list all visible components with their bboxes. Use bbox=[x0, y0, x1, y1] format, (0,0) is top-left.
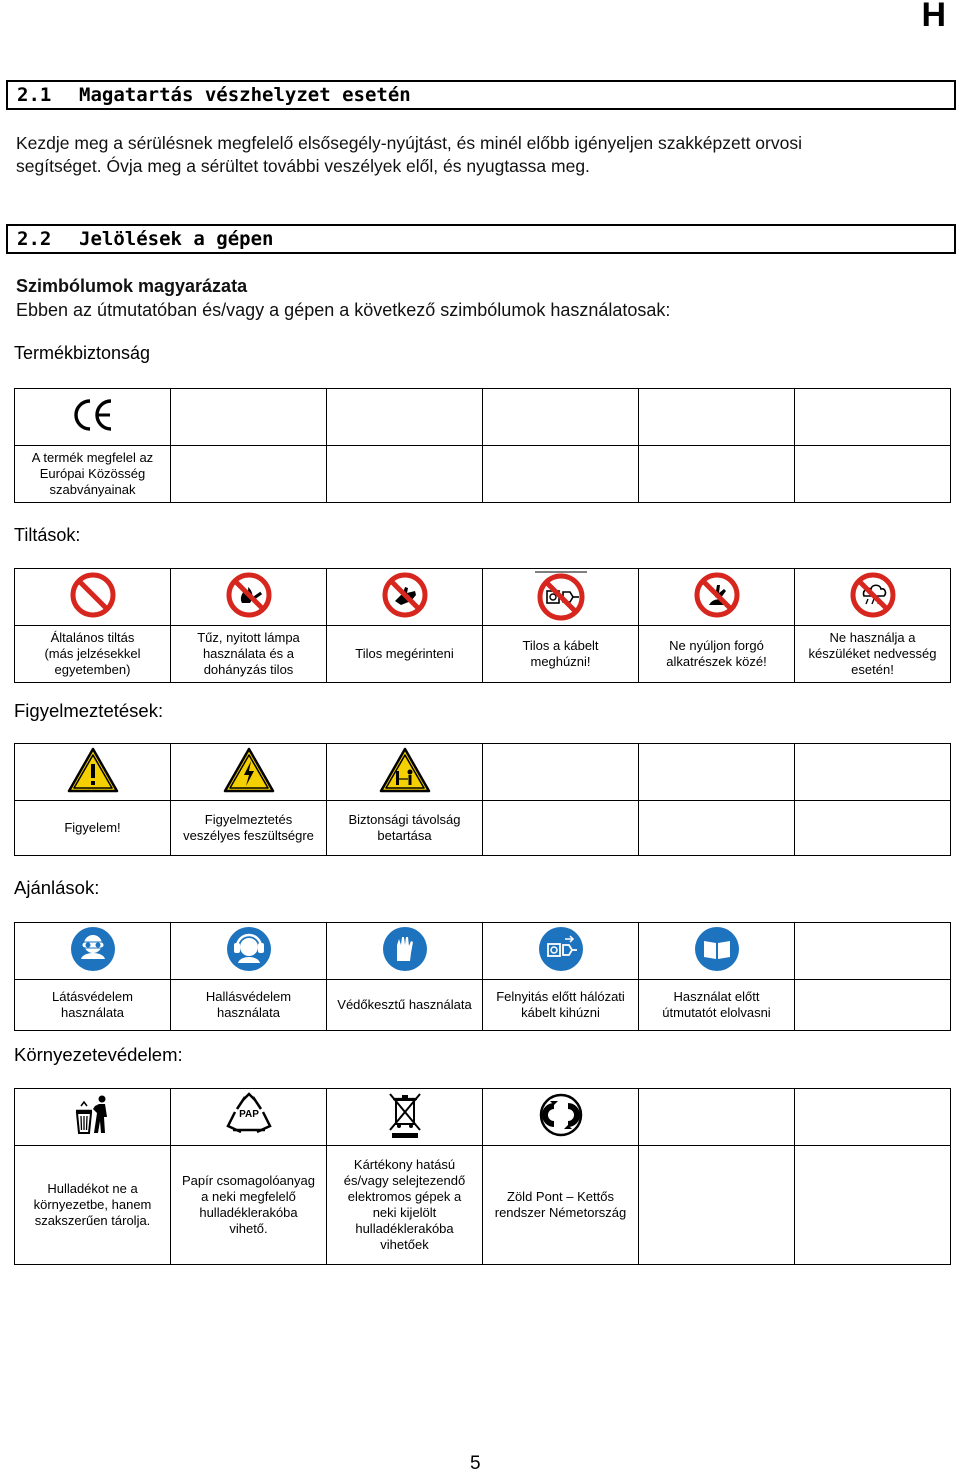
pap-recycling-icon bbox=[223, 1092, 275, 1138]
section-title: Jelölések a gépen bbox=[79, 228, 274, 250]
empty-cell bbox=[639, 801, 795, 856]
environment-heading: Környezetevédelem: bbox=[14, 1044, 183, 1065]
symbol-label: Felnyitás előtt hálózati kábelt kihúzni bbox=[483, 980, 639, 1031]
recommendations-heading: Ajánlások: bbox=[14, 877, 100, 898]
section-number: 2.1 bbox=[17, 84, 52, 106]
symbol-label: Hallásvédelem használata bbox=[171, 980, 327, 1031]
empty-cell bbox=[795, 744, 951, 801]
green-dot-icon bbox=[538, 1092, 584, 1138]
warnings-table bbox=[14, 743, 951, 856]
symbol-label: Tilos megérinteni bbox=[327, 626, 483, 683]
symbol-label: Zöld Pont – Kettős rendszer Németország bbox=[483, 1146, 639, 1265]
read-manual-icon bbox=[693, 925, 741, 973]
symbol-label: Általános tiltás (más jelzésekkel egyetemben) bbox=[15, 626, 171, 683]
symbol-cell bbox=[483, 1089, 639, 1146]
empty-cell bbox=[795, 446, 951, 503]
ce-mark-icon bbox=[69, 395, 117, 435]
symbol-cell bbox=[15, 569, 171, 626]
symbol-label: Ne használja a készüléket nedvesség esetén! bbox=[795, 626, 951, 683]
general-prohibition-icon bbox=[69, 571, 117, 619]
empty-cell bbox=[795, 389, 951, 446]
product-safety-heading: Termékbiztonság bbox=[14, 343, 151, 363]
symbol-cell bbox=[483, 569, 639, 626]
dispose-properly-icon bbox=[71, 1093, 115, 1137]
symbol-label: Hulladékot ne a környezetbe, hanem szakszerűen tárolja. bbox=[15, 1146, 171, 1265]
empty-cell bbox=[483, 446, 639, 503]
empty-cell bbox=[639, 446, 795, 503]
eye-protection-icon bbox=[69, 925, 117, 973]
page-number: 5 bbox=[470, 1453, 481, 1474]
general-warning-icon bbox=[67, 746, 119, 794]
symbol-label: Figyelmeztetés veszélyes feszültségre bbox=[171, 801, 327, 856]
symbol-cell bbox=[327, 923, 483, 980]
recommendations-table bbox=[14, 922, 951, 1031]
empty-cell bbox=[795, 980, 951, 1031]
symbol-cell bbox=[15, 389, 171, 446]
empty-cell bbox=[483, 801, 639, 856]
empty-cell bbox=[483, 744, 639, 801]
symbol-label: Látásvédelem használata bbox=[15, 980, 171, 1031]
symbol-cell bbox=[327, 1089, 483, 1146]
no-moisture-icon bbox=[849, 571, 897, 619]
symbol-label: A termék megfelel az Európai Közösség szabványainak bbox=[15, 446, 171, 503]
symbols-subtitle: Szimbólumok magyarázata bbox=[16, 276, 248, 296]
empty-cell bbox=[795, 801, 951, 856]
symbol-label: Tűz, nyitott lámpa használata és a dohányzás tilos bbox=[171, 626, 327, 683]
symbol-cell bbox=[15, 744, 171, 801]
symbol-label: Védőkesztű használata bbox=[327, 980, 483, 1031]
symbol-cell bbox=[15, 923, 171, 980]
symbol-cell bbox=[327, 744, 483, 801]
empty-cell bbox=[795, 923, 951, 980]
section-heading-2-2 bbox=[6, 224, 956, 254]
warnings-heading: Figyelmeztetések: bbox=[14, 700, 164, 721]
symbol-cell bbox=[171, 1089, 327, 1146]
symbol-cell bbox=[171, 569, 327, 626]
symbol-label: Használat előtt útmutatót elolvasni bbox=[639, 980, 795, 1031]
prohibitions-table bbox=[14, 568, 951, 683]
section-number: 2.2 bbox=[17, 228, 52, 250]
protective-gloves-icon bbox=[381, 925, 429, 973]
empty-cell bbox=[327, 389, 483, 446]
empty-cell bbox=[483, 389, 639, 446]
symbol-label: Papír csomagolóanyag a neki megfelelő hulladéklerakóba vihető. bbox=[171, 1146, 327, 1265]
symbols-intro: Ebben az útmutatóban és/vagy a gépen a következő szimbólumok használatosak: bbox=[16, 300, 671, 320]
symbol-cell bbox=[15, 1089, 171, 1146]
empty-cell bbox=[795, 1146, 951, 1265]
empty-cell bbox=[639, 389, 795, 446]
symbol-label: Biztonsági távolság betartása bbox=[327, 801, 483, 856]
emergency-paragraph-line-1: Kezdje meg a sérülésnek megfelelő elsősegély-nyújtást, és minél előbb igényeljen szakképzett orvosi bbox=[16, 133, 802, 153]
empty-cell bbox=[171, 389, 327, 446]
symbol-label: Tilos a kábelt meghúzni! bbox=[483, 626, 639, 683]
empty-cell bbox=[795, 1089, 951, 1146]
emergency-paragraph-line-2: segítséget. Óvja meg a sérültet további veszélyek elől, és nyugtassa meg. bbox=[16, 156, 590, 176]
unplug-before-opening-icon bbox=[537, 925, 585, 973]
symbol-cell bbox=[171, 744, 327, 801]
empty-cell bbox=[327, 446, 483, 503]
symbol-label: Ne nyúljon forgó alkatrészek közé! bbox=[639, 626, 795, 683]
language-marker: H bbox=[921, 0, 946, 34]
section-heading-2-1 bbox=[6, 80, 956, 110]
no-fire-no-smoking-icon bbox=[225, 571, 273, 619]
symbol-label: Figyelem! bbox=[15, 801, 171, 856]
weee-crossed-bin-icon bbox=[385, 1090, 425, 1140]
empty-cell bbox=[639, 1089, 795, 1146]
empty-cell bbox=[171, 446, 327, 503]
prohibitions-heading: Tiltások: bbox=[14, 525, 81, 545]
symbol-cell bbox=[639, 923, 795, 980]
symbol-cell bbox=[639, 569, 795, 626]
empty-cell bbox=[639, 1146, 795, 1265]
symbol-label: Kártékony hatású és/vagy selejtezendő elektromos gépek a neki kijelölt hulladéklerakóba vihetőek bbox=[327, 1146, 483, 1265]
symbol-cell bbox=[795, 569, 951, 626]
symbol-cell bbox=[483, 923, 639, 980]
product-safety-table bbox=[14, 388, 951, 503]
no-cable-pulling-icon bbox=[533, 569, 589, 621]
safety-distance-warning-icon bbox=[379, 746, 431, 794]
electric-voltage-warning-icon bbox=[223, 746, 275, 794]
section-title: Magatartás vészhelyzet esetén bbox=[79, 84, 411, 106]
symbol-cell bbox=[171, 923, 327, 980]
pap-label: PAP bbox=[238, 1109, 259, 1120]
no-reaching-rotating-parts-icon bbox=[693, 571, 741, 619]
hearing-protection-icon bbox=[225, 925, 273, 973]
no-touching-icon bbox=[381, 571, 429, 619]
environment-table bbox=[14, 1088, 951, 1265]
empty-cell bbox=[639, 744, 795, 801]
symbol-cell bbox=[327, 569, 483, 626]
